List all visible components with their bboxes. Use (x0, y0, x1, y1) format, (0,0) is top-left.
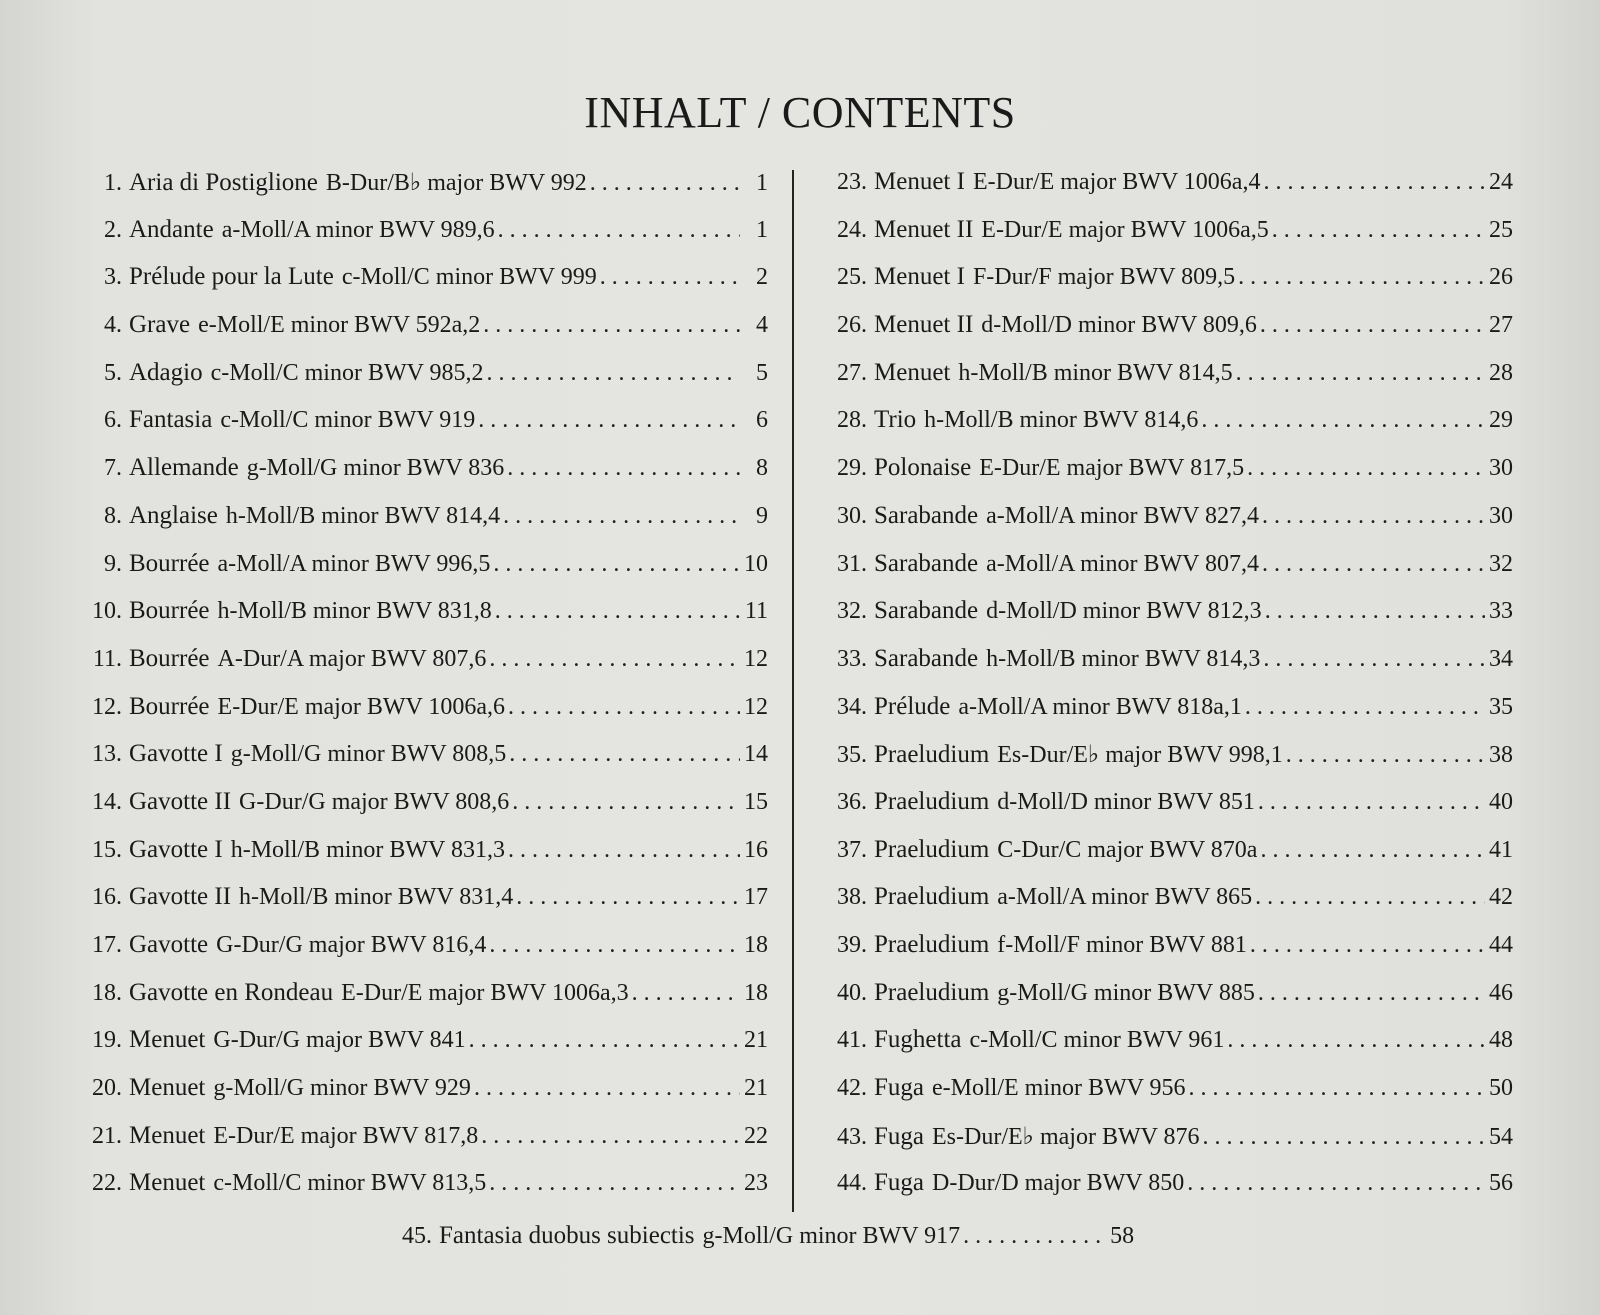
contents-entry (70, 359, 768, 407)
entry-page: 41 (1489, 836, 1513, 863)
contents-entry (70, 1074, 768, 1122)
contents-entry (815, 597, 1513, 645)
entry-number: 34. (837, 693, 867, 720)
entry-key: G-Dur/G major BWV 816,4 (216, 932, 487, 958)
entry-number: 9. (104, 550, 122, 577)
entry-page: 34 (1489, 645, 1513, 672)
dot-leader (1252, 884, 1485, 911)
dot-leader (478, 1123, 740, 1150)
entry-number: 4. (104, 312, 122, 339)
entry-page: 44 (1489, 932, 1513, 958)
contents-entry (70, 788, 768, 836)
contents-entry (70, 979, 768, 1027)
entry-title: Praeludium (874, 931, 990, 958)
entry-number: 41. (837, 1027, 867, 1054)
entry-key: E-Dur/E major BWV 817,8 (213, 1122, 479, 1149)
entry-title: Praeludium (874, 741, 990, 769)
entry-page: 22 (744, 1122, 768, 1149)
entry-title: Menuet I (874, 263, 965, 291)
contents-entry (815, 740, 1513, 788)
dot-leader (492, 598, 740, 625)
entry-page: 56 (1489, 1170, 1513, 1197)
entry-title: Praeludium (874, 978, 990, 1006)
contents-entry (815, 836, 1513, 884)
entry-key: e-Moll/E minor BWV 592a,2 (198, 312, 481, 339)
dot-leader (1269, 217, 1485, 244)
entry-page: 28 (1489, 359, 1513, 386)
entry-page: 40 (1489, 788, 1513, 815)
contents-entry (70, 216, 768, 264)
entry-title: Menuet (129, 1169, 206, 1197)
entry-key: g-Moll/G minor BWV 885 (997, 979, 1255, 1006)
entry-key: C-Dur/C major BWV 870a (997, 836, 1258, 863)
entry-page: 12 (744, 693, 768, 720)
entry-title: Aria di Postiglione (129, 169, 318, 196)
entry-number: 36. (837, 788, 867, 815)
dot-leader (475, 407, 740, 434)
entry-page: 6 (756, 407, 768, 434)
entry-page: 50 (1489, 1075, 1513, 1102)
contents-entry (70, 168, 768, 216)
entry-page: 18 (744, 932, 768, 958)
entry-page: 46 (1489, 979, 1513, 1006)
contents-entry (70, 836, 768, 884)
dot-leader (1257, 837, 1485, 864)
entry-page: 5 (756, 359, 768, 386)
entry-number: 38. (837, 884, 867, 911)
entry-title: Praeludium (874, 835, 990, 863)
dot-leader (1224, 1027, 1485, 1054)
dot-leader (587, 170, 740, 197)
entry-key: c-Moll/C minor BWV 813,5 (213, 1170, 487, 1197)
entry-page: 16 (744, 836, 768, 863)
entry-number: 45. (402, 1223, 432, 1249)
entry-page: 25 (1489, 216, 1513, 243)
entry-page: 27 (1489, 312, 1513, 339)
contents-column-right (815, 168, 1513, 1217)
entry-title: Allemande (129, 454, 239, 482)
entry-number: 15. (92, 836, 122, 863)
entry-key: e-Moll/E minor BWV 956 (932, 1075, 1186, 1102)
entry-key: c-Moll/C minor BWV 999 (341, 264, 597, 291)
contents-entry (815, 1122, 1513, 1170)
entry-number: 29. (837, 455, 867, 482)
entry-title: Menuet (129, 1074, 206, 1102)
entry-key: g-Moll/G minor BWV 808,5 (230, 741, 507, 768)
entry-key: a-Moll/A minor BWV 818a,1 (958, 693, 1242, 720)
entry-page: 23 (744, 1170, 768, 1197)
entry-number: 10. (92, 598, 122, 625)
entry-key: h-Moll/B minor BWV 831,4 (239, 884, 514, 911)
contents-entry (70, 311, 768, 359)
entry-page: 29 (1489, 407, 1513, 434)
contents-entry (815, 263, 1513, 311)
contents-entry (815, 311, 1513, 359)
entry-page: 54 (1489, 1123, 1513, 1150)
entry-number: 19. (92, 1027, 122, 1054)
entry-page: 58 (1110, 1223, 1135, 1249)
entry-title: Bourrée (129, 549, 210, 577)
entry-key: E-Dur/E major BWV 1006a,4 (972, 169, 1261, 195)
dot-leader (509, 789, 740, 816)
dot-leader (1255, 980, 1485, 1007)
contents-entry (70, 740, 768, 788)
contents-entry (815, 1169, 1513, 1217)
entry-number: 42. (837, 1075, 867, 1102)
contents-entry (70, 550, 768, 598)
entry-number: 12. (92, 693, 122, 720)
entry-page: 42 (1489, 884, 1513, 911)
contents-entry (815, 454, 1513, 502)
entry-page: 32 (1489, 550, 1513, 577)
page-title: INHALT / CONTENTS (584, 88, 1016, 138)
dot-leader (506, 741, 740, 768)
contents-entry (815, 931, 1513, 979)
dot-leader (471, 1075, 740, 1102)
entry-page: 26 (1489, 264, 1513, 291)
entry-key: c-Moll/C minor BWV 985,2 (210, 359, 484, 386)
dot-leader (480, 312, 740, 339)
entry-page: 48 (1489, 1027, 1513, 1054)
entry-title: Gavotte II (129, 883, 232, 911)
entry-title: Gavotte I (129, 740, 223, 768)
entry-title: Gavotte II (129, 787, 232, 815)
entry-title: Praeludium (874, 883, 990, 911)
entry-key: A-Dur/A major BWV 807,6 (217, 645, 487, 672)
entry-number: 14. (92, 788, 122, 815)
entry-key: E-Dur/E major BWV 1006a,3 (341, 979, 629, 1006)
entry-number: 25. (837, 264, 867, 291)
entry-title: Gavotte en Rondeau (129, 978, 334, 1006)
entry-number: 13. (92, 741, 122, 768)
contents-entry (815, 788, 1513, 836)
entry-key: h-Moll/B minor BWV 814,3 (986, 645, 1261, 672)
entry-key: E-Dur/E major BWV 1006a,6 (217, 693, 506, 720)
entry-number: 26. (837, 312, 867, 339)
entry-number: 24. (837, 216, 867, 243)
entry-number: 1. (104, 170, 122, 196)
dot-leader (484, 360, 741, 387)
entry-number: 8. (104, 502, 122, 529)
entry-key: a-Moll/A minor BWV 996,5 (217, 550, 491, 577)
entry-number: 21. (92, 1122, 122, 1149)
contents-entry (70, 263, 768, 311)
entry-number: 23. (837, 169, 867, 195)
dot-leader (466, 1027, 740, 1054)
entry-number: 20. (92, 1075, 122, 1102)
dot-leader (1259, 503, 1485, 530)
entry-page: 10 (744, 550, 768, 577)
entry-key: G-Dur/G major BWV 841 (213, 1027, 466, 1054)
entry-key: F-Dur/F major BWV 809,5 (972, 264, 1236, 291)
dot-leader (1257, 312, 1485, 339)
entry-page: 11 (744, 598, 768, 625)
entry-key: h-Moll/B minor BWV 814,5 (958, 359, 1233, 386)
entry-title: Menuet I (874, 168, 965, 195)
dot-leader (1233, 360, 1485, 387)
entry-title: Menuet (874, 358, 951, 386)
entry-key: g-Moll/G minor BWV 929 (213, 1075, 471, 1102)
entry-key: f-Moll/F minor BWV 881 (997, 932, 1247, 958)
entry-title: Bourrée (129, 597, 210, 625)
dot-leader (1283, 742, 1485, 769)
entry-page: 17 (744, 884, 768, 911)
contents-entry (70, 1169, 768, 1217)
dot-leader (500, 503, 740, 530)
entry-page: 30 (1489, 455, 1513, 482)
entry-page: 9 (756, 502, 768, 529)
entry-number: 43. (837, 1123, 867, 1150)
column-divider (792, 170, 794, 1212)
entry-number: 2. (104, 216, 122, 243)
entry-title: Fuga (874, 1169, 924, 1197)
entry-number: 32. (837, 598, 867, 625)
entry-number: 44. (837, 1170, 867, 1197)
entry-number: 6. (104, 407, 122, 434)
entry-key: a-Moll/A minor BWV 807,4 (986, 550, 1260, 577)
entry-number: 40. (837, 979, 867, 1006)
entry-page: 35 (1489, 693, 1513, 720)
dot-leader (1255, 789, 1485, 816)
dot-leader (505, 694, 740, 721)
entry-title: Fuga (874, 1122, 924, 1150)
entry-title: Fantasia (129, 406, 213, 434)
entry-page: 30 (1489, 502, 1513, 529)
entry-title: Sarabande (874, 597, 979, 625)
entry-number: 28. (837, 407, 867, 434)
contents-entry (70, 502, 768, 550)
entry-page: 15 (744, 788, 768, 815)
entry-key: h-Moll/B minor BWV 814,6 (924, 407, 1199, 434)
entry-key: g-Moll/G minor BWV 836 (246, 455, 505, 482)
contents-entry (70, 597, 768, 645)
entry-title: Fughetta (874, 1026, 962, 1054)
entry-page: 8 (756, 455, 768, 482)
entry-key: D-Dur/D major BWV 850 (932, 1170, 1185, 1197)
contents-entry (815, 1074, 1513, 1122)
entry-page: 33 (1489, 598, 1513, 625)
contents-entry (70, 406, 768, 454)
entry-page: 21 (744, 1075, 768, 1102)
dot-leader (505, 837, 740, 864)
dot-leader (513, 884, 740, 911)
entry-title: Adagio (129, 358, 203, 386)
entry-title: Menuet II (874, 311, 974, 339)
entry-number: 30. (837, 502, 867, 529)
dot-leader (495, 217, 740, 244)
entry-number: 37. (837, 836, 867, 863)
entry-key: c-Moll/C minor BWV 961 (969, 1027, 1225, 1054)
contents-entry (815, 645, 1513, 693)
entry-number: 5. (104, 359, 122, 386)
dot-leader (1260, 169, 1485, 196)
entry-number: 16. (92, 884, 122, 911)
contents-entry (70, 645, 768, 693)
entry-title: Gavotte I (129, 835, 223, 863)
contents-entry (815, 979, 1513, 1027)
dot-leader (486, 1170, 740, 1197)
entry-number: 18. (92, 979, 122, 1006)
entry-number: 22. (92, 1170, 122, 1197)
entry-page: 18 (744, 979, 768, 1006)
dot-leader (504, 455, 740, 482)
entry-key: h-Moll/B minor BWV 814,4 (225, 502, 501, 529)
entry-title: Sarabande (874, 501, 979, 529)
entry-title: Bourrée (129, 644, 210, 672)
entry-key: a-Moll/A minor BWV 865 (997, 884, 1253, 911)
entry-title: Polonaise (874, 454, 972, 482)
dot-leader (1184, 1170, 1485, 1197)
entry-title: Prélude (874, 692, 951, 720)
entry-title: Praeludium (874, 787, 990, 815)
dot-leader (1259, 551, 1485, 578)
dot-leader (960, 1223, 1106, 1250)
entry-page: 38 (1489, 742, 1513, 769)
entry-number: 11. (92, 645, 122, 672)
entry-number: 39. (837, 932, 867, 958)
entry-number: 35. (837, 742, 867, 769)
contents-entry (70, 883, 768, 931)
entry-page: 12 (744, 645, 768, 672)
entry-title: Menuet II (874, 215, 974, 243)
dot-leader (1260, 646, 1485, 673)
entry-title: Trio (874, 406, 917, 434)
entry-key: d-Moll/D minor BWV 809,6 (981, 312, 1257, 339)
contents-entry (815, 168, 1513, 216)
entry-title: Sarabande (874, 549, 979, 577)
contents-entry-final (380, 1222, 1200, 1250)
dot-leader (1247, 932, 1485, 959)
contents-entry (815, 216, 1513, 264)
contents-entry (70, 454, 768, 502)
contents-entry (70, 931, 768, 979)
contents-entry (70, 693, 768, 741)
dot-leader (1262, 598, 1485, 625)
entry-title: Sarabande (874, 644, 979, 672)
entry-number: 27. (837, 359, 867, 386)
entry-title: Anglaise (129, 501, 218, 529)
contents-entry (815, 1026, 1513, 1074)
dot-leader (1198, 407, 1485, 434)
entry-title: Menuet (129, 1121, 206, 1149)
contents-entry (815, 502, 1513, 550)
entry-key: g-Moll/G minor BWV 917 (702, 1223, 961, 1249)
dot-leader (1235, 264, 1485, 291)
entry-key: B-Dur/B♭ major BWV 992 (325, 170, 587, 196)
dot-leader (486, 646, 740, 673)
entry-page: 2 (756, 264, 768, 291)
dot-leader (629, 980, 740, 1007)
entry-key: a-Moll/A minor BWV 827,4 (986, 502, 1260, 529)
contents-entry (70, 1026, 768, 1074)
entry-number: 17. (92, 932, 122, 958)
entry-key: E-Dur/E major BWV 1006a,5 (981, 216, 1269, 243)
dot-leader (490, 551, 740, 578)
dot-leader (1242, 694, 1485, 721)
entry-title: Andante (129, 215, 214, 243)
dot-leader (1186, 1075, 1485, 1102)
entry-title: Grave (129, 311, 191, 339)
entry-title: Fuga (874, 1074, 924, 1102)
entry-key: E-Dur/E major BWV 817,5 (979, 455, 1245, 482)
entry-key: h-Moll/B minor BWV 831,3 (230, 836, 505, 863)
contents-entry (815, 359, 1513, 407)
entry-key: Es-Dur/E♭ major BWV 876 (932, 1123, 1200, 1150)
dot-leader (1244, 455, 1485, 482)
contents-entry (815, 550, 1513, 598)
entry-key: d-Moll/D minor BWV 851 (997, 788, 1255, 815)
entry-number: 7. (104, 455, 122, 482)
entry-title: Gavotte (129, 931, 209, 958)
entry-page: 1 (756, 216, 768, 243)
dot-leader (597, 264, 740, 291)
entry-key: d-Moll/D minor BWV 812,3 (986, 598, 1262, 625)
entry-number: 3. (104, 264, 122, 291)
contents-column-left (70, 168, 768, 1217)
entry-page: 14 (744, 741, 768, 768)
entry-title: Prélude pour la Lute (129, 263, 334, 291)
entry-key: c-Moll/C minor BWV 919 (220, 407, 476, 434)
entry-title: Bourrée (129, 692, 210, 720)
entry-page: 21 (744, 1027, 768, 1054)
entry-page: 24 (1489, 169, 1513, 195)
entry-key: a-Moll/A minor BWV 989,6 (221, 216, 495, 243)
entry-key: G-Dur/G major BWV 808,6 (239, 788, 510, 815)
entry-title: Menuet (129, 1026, 206, 1054)
contents-entry (815, 693, 1513, 741)
entry-number: 33. (837, 645, 867, 672)
entry-page: 1 (756, 170, 768, 196)
entry-key: Es-Dur/E♭ major BWV 998,1 (997, 742, 1283, 769)
entry-key: h-Moll/B minor BWV 831,8 (217, 598, 492, 625)
entry-number: 31. (837, 550, 867, 577)
dot-leader (486, 932, 740, 959)
entry-page: 4 (756, 312, 768, 339)
contents-entry (815, 883, 1513, 931)
entry-title: Fantasia duobus subiectis (439, 1222, 695, 1249)
contents-entry (815, 406, 1513, 454)
contents-entry (70, 1122, 768, 1170)
dot-leader (1200, 1124, 1485, 1151)
